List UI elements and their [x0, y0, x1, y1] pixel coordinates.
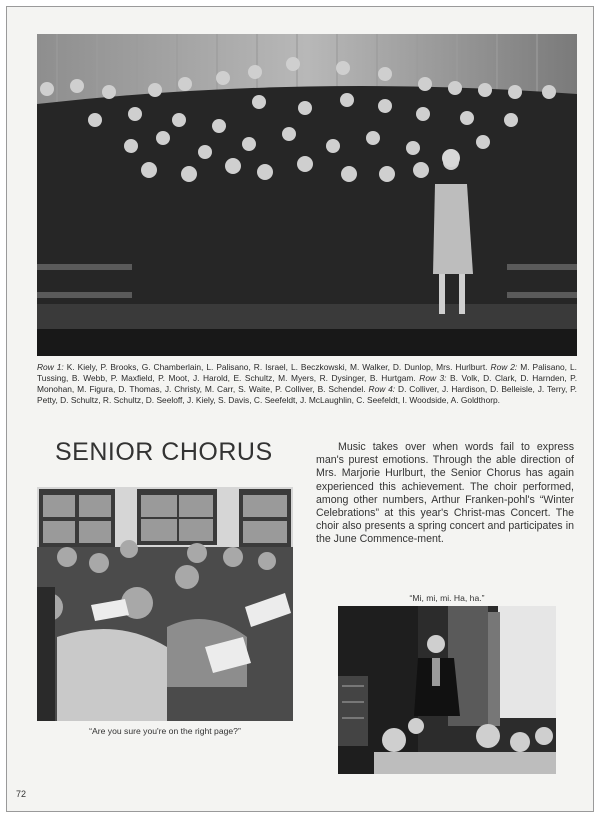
roster-row-label: Row 2:	[490, 362, 518, 372]
page-number: 72	[16, 789, 27, 799]
director-photo-image	[338, 606, 556, 774]
director-photo-caption: “Mi, mi, mi. Ha, ha.”	[409, 593, 485, 603]
roster-row-label: Row 4:	[368, 384, 396, 394]
roster-row-names: K. Kiely, P. Brooks, G. Chamberlain, L. Palisano, R. Israel, L. Beczkowski, M. Walker, D. Dunlop, Mrs. Hurlburt.	[66, 362, 488, 372]
classroom-photo-image	[37, 487, 293, 721]
classroom-photo-caption: “Are you sure you're on the right page?”	[89, 726, 241, 736]
roster-row-names: B. Volk, D. Clark, D. Harnden, P. Monohan, M. Figura, D. Thomas, J. Christy, M. Carr, S. Waite, P. Colliver, B. Schendel.	[37, 373, 578, 394]
roster-caption	[37, 362, 577, 406]
article-body	[316, 441, 574, 547]
roster-row-label: Row 3:	[419, 373, 447, 383]
roster-row-names: D. Colliver, J. Hardison, D. Belleisle, J. Terry, P. Petty, D. Schultz, R. Schultz, D. Seeloff, J. Kiely, S. Davis, C. Seefeldt, J. McLaughlin, C. Seefeldt, I. Woodside, A. Goldthorp.	[37, 384, 578, 405]
roster-row-label: Row 1:	[37, 362, 64, 372]
article-paragraph: Music takes over when words fail to express man's purest emotions. Through the able direction of Mrs. Marjorie Hurlburt, the Senior Chorus has again experienced this achievement. The choir performed, among other numbers, Arthur Franken-pohl's “Winter Celebrations” at this year's Christ-mas Concert. The choir also presents a spring concert and participates in the June Commence-ment.	[316, 441, 574, 546]
section-title: SENIOR CHORUS	[55, 438, 273, 466]
roster-row-names: M. Palisano, L. Tussing, B. Webb, P. Maxfield, P. Moot, J. Harold, E. Schultz, M. Myers, R. Dysinger, B. Hurtgam.	[37, 362, 577, 383]
director-photo	[338, 606, 556, 774]
group-photo-image	[37, 34, 577, 356]
group-photo	[37, 34, 577, 356]
classroom-photo	[37, 487, 293, 721]
